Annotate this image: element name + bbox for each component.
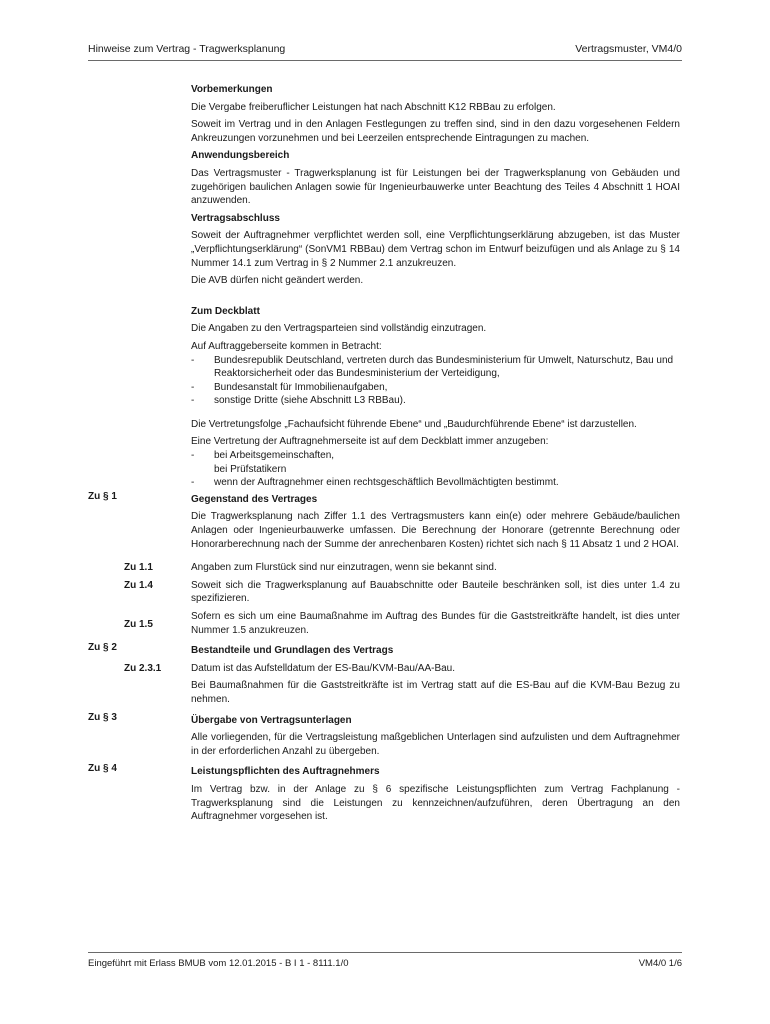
subsection-label: Zu 2.3.1	[124, 662, 162, 674]
paragraph: Alle vorliegenden, für die Vertragsleistung maßgeblichen Unterlagen sind aufzulisten und dem Auftragnehmer in der erforderlichen Anzahl zu übergeben.	[191, 732, 680, 757]
section-vorbemerkungen	[191, 83, 680, 490]
list-item	[191, 449, 680, 463]
list-item	[191, 394, 680, 408]
list-dash: -	[191, 477, 195, 489]
header-document-id: Vertragsmuster, VM4/0	[575, 43, 682, 55]
paragraph: Angaben zum Flurstück sind nur einzutragen, wenn sie bekannt sind.	[191, 562, 497, 574]
list-item-text: Bundesrepublik Deutschland, vertreten durch das Bundesministerium für Umwelt, Naturschutz, Bau und Reaktorsicherheit oder das Bundesministerium der Verteidigung,	[214, 354, 674, 380]
list-item	[191, 463, 680, 477]
section-heading: Gegenstand des Vertrages	[191, 493, 318, 505]
subsection-row	[88, 610, 680, 641]
paragraph: Das Vertragsmuster - Tragwerksplanung ist für Leistungen bei der Tragwerksplanung von Gebäuden und zugehörigen baulichen Anlagen sowie für Ingenieurbauwerke unter Beachtung des Teiles 4 Abschnitt 1 HOAI anzuwenden.	[191, 167, 680, 207]
section-heading: Leistungspflichten des Auftragnehmers	[191, 766, 380, 778]
list-item-text: wenn der Auftragnehmer einen rechtsgeschäftlich Bevollmächtigten bestimmt.	[214, 477, 559, 489]
section-s4	[88, 762, 680, 827]
section-heading: Bestandteile und Grundlagen des Vertrags	[191, 645, 394, 657]
paragraph: Bei Baumaßnahmen für die Gaststreitkräfte ist im Vertrag statt auf die ES-Bau auf die KVM-Bau Bezug zu nehmen.	[191, 680, 680, 705]
paragraph: Soweit der Auftragnehmer verpflichtet werden soll, eine Verpflichtungserklärung abzugeben, ist das Muster „Verpflichtungserklärung“ (SonVM1 RBBau) dem Vertrag schon im Entwurf beizufügen und als Anlage zu § 14 Nummer 14.1 zum Vertrag in § 2 Nummer 2.1 anzukreuzen.	[191, 230, 680, 269]
list-dash: -	[191, 395, 195, 407]
subsection-row	[88, 662, 680, 711]
section-row	[88, 762, 680, 827]
section-heading: Zum Deckblatt	[191, 305, 260, 317]
list-item-text: sonstige Dritte (siehe Abschnitt L3 RBBau).	[214, 395, 406, 407]
section-label: Zu § 2	[88, 642, 117, 654]
auftraggeber-list	[191, 354, 680, 408]
section-s2	[88, 641, 680, 710]
paragraph: Die AVB dürfen nicht geändert werden.	[191, 275, 364, 287]
subsection-label: Zu 1.1	[124, 562, 153, 574]
header-divider	[88, 60, 682, 61]
list-item	[191, 354, 680, 381]
paragraph: Datum ist das Aufstelldatum der ES-Bau/KVM-Bau/AA-Bau.	[191, 662, 456, 674]
auftragnehmer-list	[191, 449, 680, 490]
list-item-text: Bundesanstalt für Immobilienaufgaben,	[214, 381, 388, 393]
section-row	[88, 490, 680, 555]
list-dash	[191, 463, 214, 477]
footer-decree: Eingeführt mit Erlass BMUB vom 12.01.2015 - B I 1 - 8111.1/0	[88, 958, 349, 969]
list-dash: -	[191, 354, 195, 366]
paragraph: Die Vertretungsfolge „Fachaufsicht führende Ebene“ und „Baudurchführende Ebene“ ist darzustellen.	[191, 418, 637, 430]
subsection-row	[88, 579, 680, 610]
spacer	[191, 408, 680, 418]
paragraph: Soweit im Vertrag und in den Anlagen Festlegungen zu treffen sind, sind in den dazu vorgesehenen Feldern Ankreuzungen vorzunehmen und bei Leerzeilen entsprechende Eintragungen zu machen.	[191, 119, 680, 144]
list-item	[191, 476, 680, 490]
list-item-text: bei Arbeitsgemeinschaften,	[214, 450, 335, 462]
footer-divider	[88, 952, 682, 953]
document-body	[88, 80, 680, 828]
subsection-label: Zu 1.4	[124, 579, 153, 591]
section-row	[88, 641, 680, 662]
section-label: Zu § 1	[88, 490, 117, 502]
list-dash: -	[191, 450, 195, 462]
section-heading: Übergabe von Vertragsunterlagen	[191, 714, 352, 726]
paragraph: Die Angaben zu den Vertragsparteien sind vollständig einzutragen.	[191, 323, 487, 335]
section-s1	[88, 490, 680, 641]
paragraph: Die Vergabe freiberuflicher Leistungen hat nach Abschnitt K12 RBBau zu erfolgen.	[191, 101, 556, 113]
section-row	[88, 711, 680, 763]
list-dash: -	[191, 381, 195, 393]
section-label: Zu § 3	[88, 711, 117, 723]
list-item-text: bei Prüfstatikern	[214, 463, 287, 475]
list-item	[191, 381, 680, 395]
paragraph: Sofern es sich um eine Baumaßnahme im Auftrag des Bundes für die Gaststreitkräfte handelt, ist dies unter Nummer 1.5 anzukreuzen.	[191, 611, 680, 636]
section-heading: Vertragsabschluss	[191, 212, 280, 224]
section-label: Zu § 4	[88, 763, 117, 775]
section-s3	[88, 711, 680, 763]
header-title: Hinweise zum Vertrag - Tragwerksplanung	[88, 43, 286, 55]
paragraph: Eine Vertretung der Auftragnehmerseite ist auf dem Deckblatt immer anzugeben:	[191, 436, 549, 448]
paragraph: Soweit sich die Tragwerksplanung auf Bauabschnitte oder Bauteile beschränken soll, ist dies unter 1.4 zu spezifizieren.	[191, 579, 680, 605]
paragraph: Im Vertrag bzw. in der Anlage zu § 6 spezifische Leistungspflichten zum Vertrag Fachplanung - Tragwerksplanung sind die Leistungen zu kennzeichnen/aufzuführen, deren Übertragung an den Auftragnehmer vorgesehen ist.	[191, 783, 680, 823]
subsection-row	[88, 561, 680, 579]
footer-page-number: VM4/0 1/6	[638, 958, 682, 969]
section-heading: Vorbemerkungen	[191, 84, 273, 95]
spacer	[191, 292, 680, 302]
subsection-label: Zu 1.5	[124, 619, 153, 630]
section-heading: Anwendungsbereich	[191, 150, 290, 162]
paragraph: Auf Auftraggeberseite kommen in Betracht:	[191, 340, 382, 352]
paragraph: Die Tragwerksplanung nach Ziffer 1.1 des Vertragsmusters kann ein(e) oder mehrere Gebäude/baulichen Anlagen oder Ingenieurbauwerke umfassen. Die Berechnung der Honorare (getrennte Berechnung oder Honorarberechnung nach der Summe der anrechenbaren Kosten) richtet sich nach § 11 Absatz 1 und 2 HOAI.	[191, 511, 680, 550]
